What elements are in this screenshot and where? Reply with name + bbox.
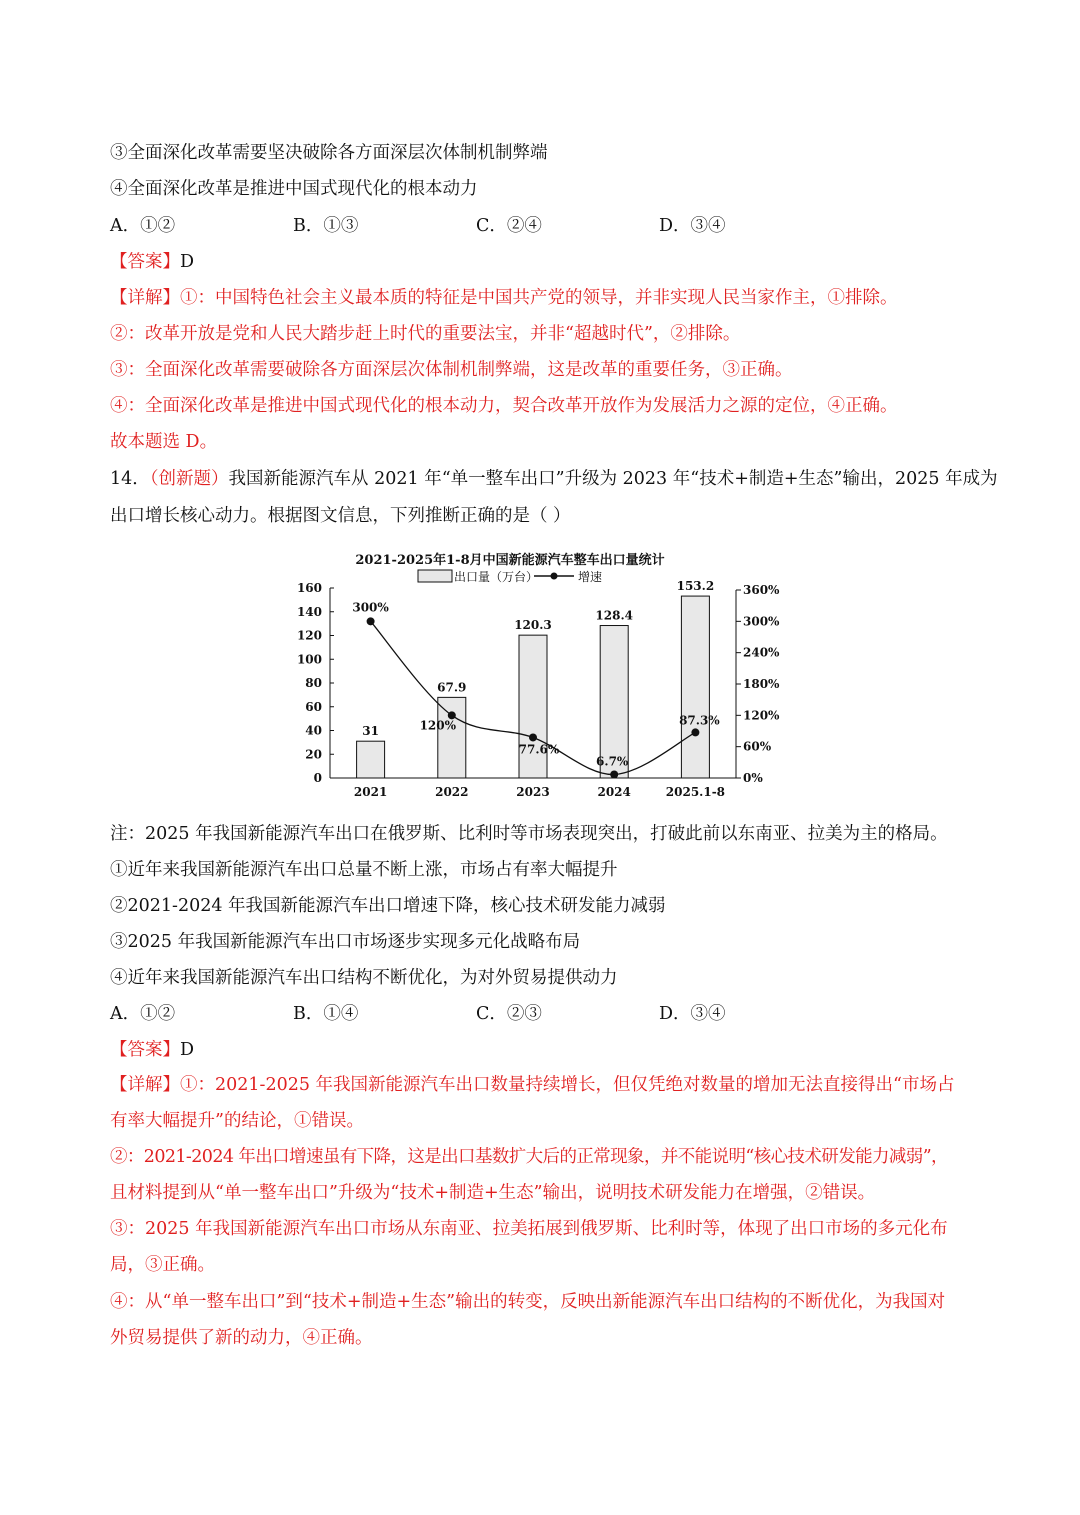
- q13-answer: [110, 250, 194, 274]
- legend-line-marker: [551, 573, 558, 580]
- q14-option-a[interactable]: A．①②: [110, 1004, 176, 1024]
- q13-option-a[interactable]: A．①②: [110, 216, 176, 236]
- q13-option-c[interactable]: C．②④: [476, 216, 542, 236]
- answer-label: 【答案】: [110, 1040, 180, 1060]
- category-label: 2022: [435, 785, 469, 799]
- q14-explain-2: 有率大幅提升”的结论，①错误。: [110, 1111, 364, 1131]
- q13-conclusion: 故本题选 D。: [110, 432, 218, 452]
- growth-value-label: 120%: [419, 718, 457, 733]
- q14-explain-4: 且材料提到从“单一整车出口”升级为“技术+制造+生态”输出，说明技术研发能力在增强，②错误。: [110, 1183, 876, 1203]
- legend-bar-swatch: [418, 570, 452, 582]
- right-tick-label: 60%: [743, 739, 772, 754]
- q13-explain-2: ②：改革开放是党和人民大踏步赶上时代的重要法宝，并非“超越时代”，②排除。: [110, 324, 741, 344]
- q14-explain-1: [110, 1073, 955, 1097]
- left-tick-label: 40: [305, 723, 322, 738]
- q14-item-1: ①近年来我国新能源汽车出口总量不断上涨，市场占有率大幅提升: [110, 860, 618, 880]
- right-tick-label: 0%: [743, 771, 763, 785]
- growth-point: [691, 728, 699, 736]
- legend-bar-label: 出口量（万台）: [454, 570, 539, 584]
- chart-legend: [418, 569, 602, 584]
- explain-text: ①：2021-2025 年我国新能源汽车出口数量持续增长，但仅凭绝对数量的增加无法直接得出“市场占: [180, 1075, 955, 1095]
- left-ticks: [297, 581, 334, 785]
- growth-point: [610, 771, 618, 779]
- q13-item-3: ③全面深化改革需要坚决破除各方面深层次体制机制弊端: [110, 143, 548, 163]
- q13-explain-3: ③：全面深化改革需要破除各方面深层次体制机制弊端，这是改革的重要任务，③正确。: [110, 360, 793, 380]
- growth-point: [367, 617, 375, 625]
- q14-note: 注：2025 年我国新能源汽车出口在俄罗斯、比利时等市场表现突出，打破此前以东南亚、拉美为主的格局。: [110, 824, 948, 844]
- export-chart: [280, 546, 800, 806]
- bar-value-label: 153.2: [676, 579, 715, 594]
- bar: [438, 697, 466, 778]
- bar: [357, 741, 385, 778]
- left-tick-label: 60: [305, 699, 322, 714]
- left-tick-label: 100: [296, 652, 322, 667]
- bar-value-label: 120.3: [514, 618, 552, 633]
- explain-label: 【详解】: [110, 1075, 180, 1095]
- legend-line-label: 增速: [578, 570, 603, 584]
- q13-options: [110, 214, 810, 238]
- left-tick-label: 160: [296, 581, 322, 595]
- left-tick-label: 120: [296, 628, 322, 643]
- q14-explain-6: 局，③正确。: [110, 1255, 215, 1275]
- right-tick-label: 300%: [743, 614, 780, 629]
- q14-explain-5: ③：2025 年我国新能源汽车出口市场从东南亚、拉美拓展到俄罗斯、比利时等，体现了出口市场的多元化布: [110, 1219, 948, 1239]
- growth-value-label: 77.6%: [518, 742, 560, 757]
- growth-value-label: 87.3%: [679, 713, 720, 728]
- question-number: 14．: [110, 469, 150, 489]
- right-tick-label: 240%: [743, 645, 780, 660]
- explain-label: 【详解】: [110, 288, 180, 308]
- bar: [519, 635, 547, 778]
- q14-item-2: ②2021-2024 年我国新能源汽车出口增速下降，核心技术研发能力减弱: [110, 896, 666, 916]
- q14-explain-8: 外贸易提供了新的动力，④正确。: [110, 1328, 373, 1348]
- explain-text: ①：中国特色社会主义最本质的特征是中国共产党的领导，并非实现人民当家作主，①排除。: [180, 288, 898, 308]
- q14-explain-7: ④：从“单一整车出口”到“技术+制造+生态”输出的转变，反映出新能源汽车出口结构的不断优化，为我国对: [110, 1292, 946, 1312]
- q14-options: [110, 1002, 810, 1026]
- q14-answer: [110, 1038, 194, 1062]
- left-tick-label: 0: [313, 771, 322, 785]
- bar-value-label: 128.4: [595, 608, 633, 623]
- q14-item-4: ④近年来我国新能源汽车出口结构不断优化，为对外贸易提供动力: [110, 968, 618, 988]
- bar-value-label: 67.9: [437, 680, 467, 695]
- q13-option-b[interactable]: B．①③: [293, 216, 359, 236]
- growth-point: [529, 733, 537, 741]
- q14-stem-1: [110, 467, 998, 491]
- right-tick-label: 120%: [743, 708, 780, 723]
- category-label: 2024: [597, 785, 631, 799]
- right-tick-label: 360%: [743, 583, 780, 597]
- category-label: 2025.1-8: [665, 785, 726, 799]
- question-stem: 我国新能源汽车从 2021 年“单一整车出口”升级为 2023 年“技术+制造+生态”输出，2025 年成为: [228, 469, 998, 489]
- growth-value-label: 6.7%: [596, 754, 629, 769]
- q14-option-c[interactable]: C．②③: [476, 1004, 542, 1024]
- q13-item-4: ④全面深化改革是推进中国式现代化的根本动力: [110, 179, 478, 199]
- right-ticks: [736, 583, 780, 785]
- answer-label: 【答案】: [110, 252, 180, 272]
- left-tick-label: 140: [296, 604, 322, 619]
- q13-explain-4: ④：全面深化改革是推进中国式现代化的根本动力，契合改革开放作为发展活力之源的定位，④正确。: [110, 396, 898, 416]
- q14-option-d[interactable]: D．③④: [659, 1004, 726, 1024]
- left-tick-label: 20: [305, 747, 322, 762]
- q14-explain-3: ②：2021-2024 年出口增速虽有下降，这是出口基数扩大后的正常现象，并不能说明“核心技术研发能力减弱”，: [110, 1147, 948, 1167]
- q14-stem-2: 出口增长核心动力。根据图文信息，下列推断正确的是（ ）: [110, 506, 571, 526]
- right-tick-label: 180%: [743, 677, 780, 691]
- q13-option-d[interactable]: D．③④: [659, 216, 726, 236]
- answer-value: D: [180, 252, 195, 272]
- q14-option-b[interactable]: B．①④: [293, 1004, 359, 1024]
- left-tick-label: 80: [305, 676, 322, 690]
- q14-item-3: ③2025 年我国新能源汽车出口市场逐步实现多元化战略布局: [110, 932, 581, 952]
- q13-explain-1: [110, 286, 898, 310]
- growth-value-label: 300%: [352, 600, 389, 615]
- question-tag: （创新题）: [149, 469, 229, 489]
- answer-value: D: [180, 1040, 195, 1060]
- chart-title: 2021-2025年1-8月中国新能源汽车整车出口量统计: [355, 553, 665, 568]
- bar: [681, 596, 709, 778]
- category-labels: [354, 785, 725, 799]
- category-label: 2023: [516, 785, 550, 799]
- bar-value-label: 31: [362, 724, 379, 739]
- category-label: 2021: [353, 785, 388, 799]
